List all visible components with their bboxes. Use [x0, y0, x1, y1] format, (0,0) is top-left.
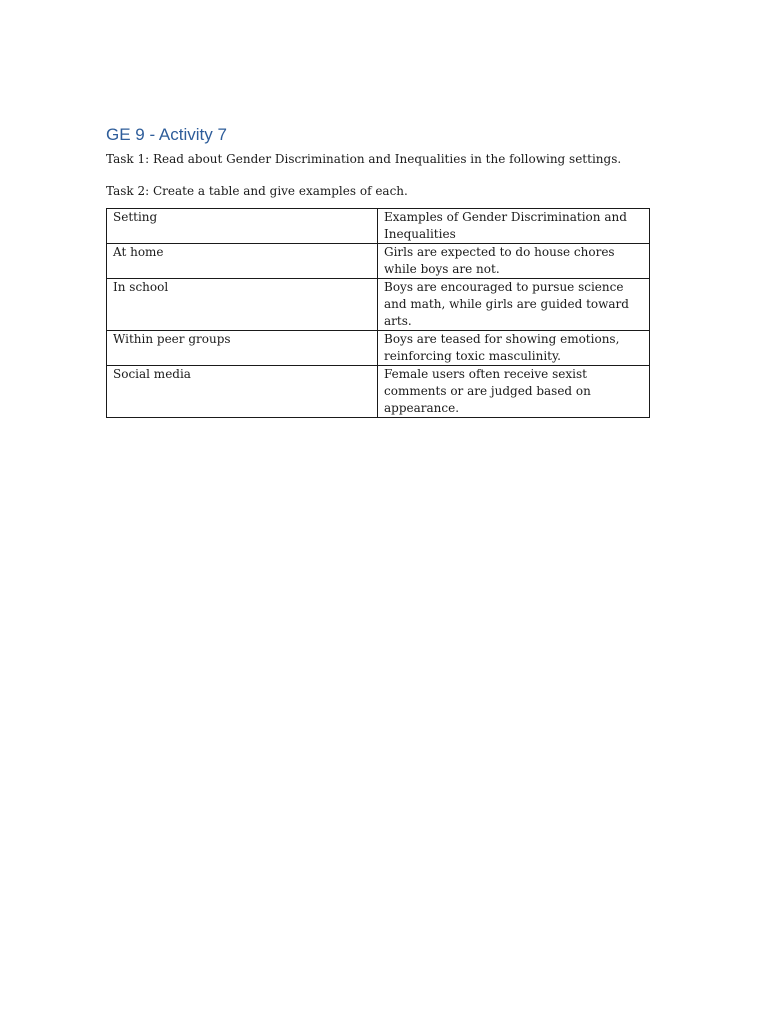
task-2-text: Task 2: Create a table and give examples of each. [106, 184, 408, 198]
document-body [106, 124, 649, 418]
setting-cell: Social media [107, 366, 378, 418]
example-cell: Female users often receive sexist comments or are judged based on appearance. [378, 366, 650, 418]
table-row [107, 331, 650, 366]
setting-cell: In school [107, 279, 378, 331]
table-row [107, 244, 650, 279]
table-row [107, 366, 650, 418]
header-setting: Setting [107, 209, 378, 244]
setting-cell: At home [107, 244, 378, 279]
example-cell: Boys are encouraged to pursue science and math, while girls are guided toward arts. [378, 279, 650, 331]
header-examples: Examples of Gender Discrimination and Inequalities [378, 209, 650, 244]
setting-cell: Within peer groups [107, 331, 378, 366]
document-title: GE 9 - Activity 7 [106, 125, 227, 144]
task-1-text: Task 1: Read about Gender Discrimination and Inequalities in the following settings. [106, 152, 622, 166]
example-cell: Boys are teased for showing emotions, reinforcing toxic masculinity. [378, 331, 650, 366]
table-row [107, 279, 650, 331]
example-cell: Girls are expected to do house chores while boys are not. [378, 244, 650, 279]
table-header-row [107, 209, 650, 244]
examples-table [106, 208, 650, 418]
